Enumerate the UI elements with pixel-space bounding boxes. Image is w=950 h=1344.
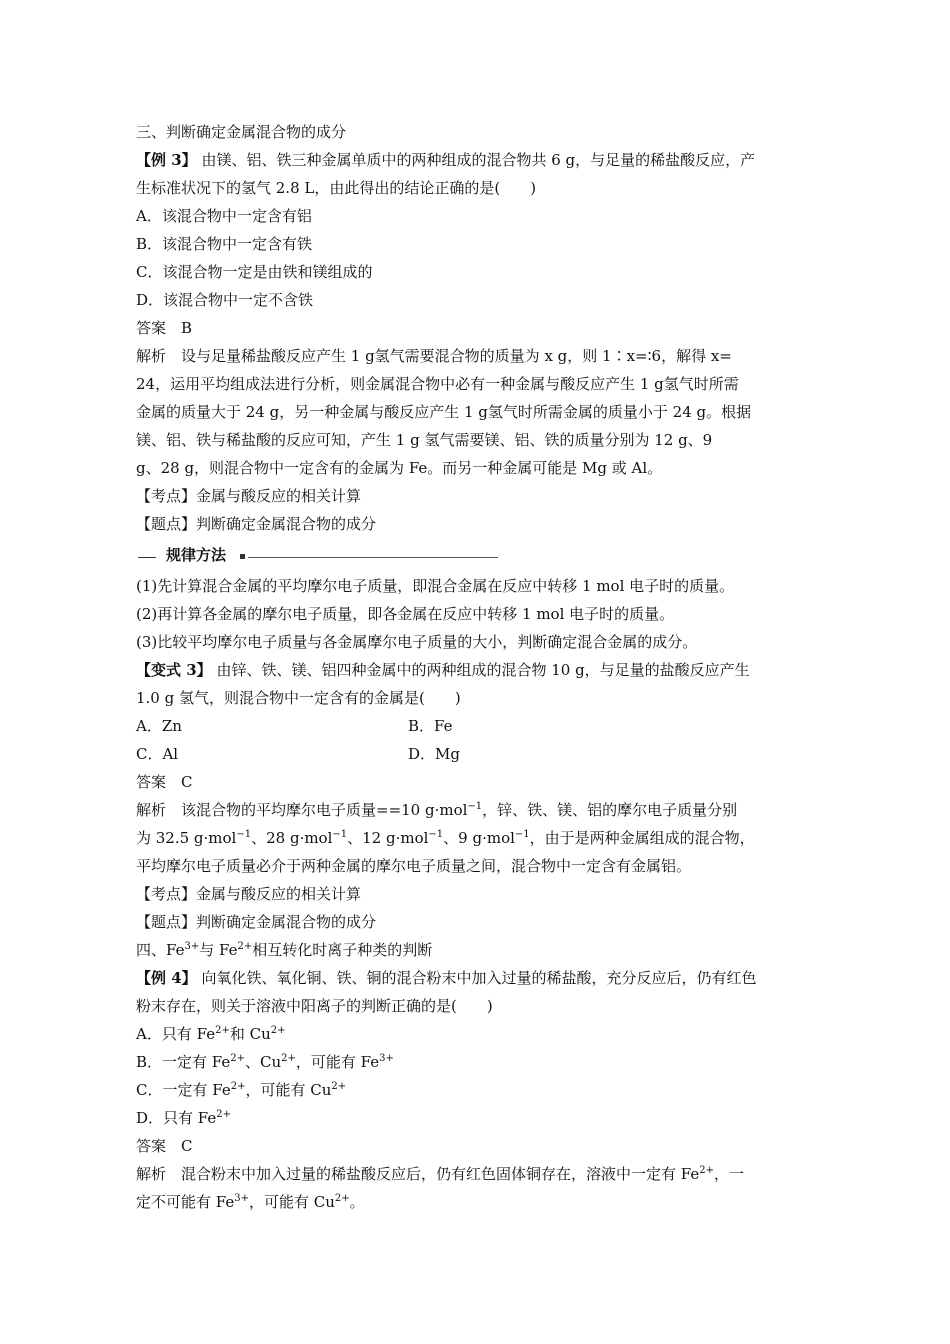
variant-3-label: 【变式 3】 xyxy=(136,661,212,679)
method-header-lead-line xyxy=(138,557,156,558)
analysis-text: 。 xyxy=(349,1193,365,1211)
analysis-text: ，锌、铁、镁、铝的摩尔电子质量分别 xyxy=(482,801,738,819)
variant-3-kaodian: 【考点】金属与酸反应的相关计算 xyxy=(136,885,362,903)
example-4-stem-line-2: 粉末存在，则关于溶液中阳离子的判断正确的是( ) xyxy=(136,997,493,1015)
method-item-3: (3)比较平均摩尔电子质量与各金属摩尔电子质量的大小，判断确定混合金属的成分。 xyxy=(136,633,698,651)
example-3-label: 【例 3】 xyxy=(136,151,197,169)
example-4-option-a xyxy=(136,1020,826,1048)
document-page xyxy=(136,118,826,1216)
variant-3-stem-line-2: 1.0 g 氢气，则混合物中一定含有的金属是( ) xyxy=(136,689,461,707)
method-square-marker xyxy=(240,554,245,559)
example-4-option-c xyxy=(136,1076,826,1104)
superscript: 2+ xyxy=(331,1081,347,1092)
superscript: 2+ xyxy=(334,1193,350,1204)
heading-text: 四、Fe xyxy=(136,941,185,959)
superscript: 3+ xyxy=(184,941,200,952)
example-3-analysis-line-3: 金属的质量大于 24 g，另一种金属与酸反应产生 1 g氢气时所需金属的质量小于 24 g。根据 xyxy=(136,403,752,421)
example-3-option-d: D．该混合物中一定不含铁 xyxy=(136,291,314,309)
method-box-header xyxy=(136,542,826,572)
example-4-label: 【例 4】 xyxy=(136,969,197,987)
option-text: 和 Cu xyxy=(229,1025,271,1043)
analysis-text: 、9 g·mol xyxy=(443,829,515,847)
variant-3-option-d: D．Mg xyxy=(408,745,460,763)
superscript: 2+ xyxy=(237,941,253,952)
variant-3-answer: 答案 C xyxy=(136,773,193,791)
option-text: A．只有 Fe xyxy=(136,1025,216,1043)
example-3-analysis-line-4: 镁、铝、铁与稀盐酸的反应可知，产生 1 g 氢气需要镁、铝、铁的质量分别为 12 g、9 xyxy=(136,431,713,449)
variant-3-option-c: C．Al xyxy=(136,745,179,763)
example-3-analysis-line-5: g、28 g，则混合物中一定含有的金属为 Fe。而另一种金属可能是 Mg 或 Al。 xyxy=(136,459,663,477)
method-header-rule xyxy=(248,557,498,558)
example-3-option-c: C．该混合物一定是由铁和镁组成的 xyxy=(136,263,373,281)
option-text: B．一定有 Fe xyxy=(136,1053,231,1071)
example-4-text-1: 向氧化铁、氧化铜、铁、铜的混合粉末中加入过量的稀盐酸，充分反应后，仍有红色 xyxy=(196,969,757,987)
analysis-text: ，由于是两种金属组成的混合物， xyxy=(529,829,755,847)
example-3-stem-line-2: 生标准状况下的氢气 2.8 L，由此得出的结论正确的是( ) xyxy=(136,179,537,197)
example-4-option-d xyxy=(136,1104,826,1132)
example-3-stem-line-1 xyxy=(136,146,826,174)
variant-3-options-row-1 xyxy=(136,712,826,740)
example-3-tidian: 【题点】判断确定金属混合物的成分 xyxy=(136,515,377,533)
variant-3-analysis-line-3: 平均摩尔电子质量必介于两种金属的摩尔电子质量之间，混合物中一定含有金属铝。 xyxy=(136,857,692,875)
analysis-text: 、12 g·mol xyxy=(347,829,429,847)
variant-3-option-b: B．Fe xyxy=(408,717,453,735)
example-4-answer: 答案 C xyxy=(136,1137,193,1155)
analysis-text: ，一 xyxy=(714,1165,745,1183)
example-3-option-a: A．该混合物中一定含有铝 xyxy=(136,207,312,225)
superscript: 2+ xyxy=(270,1025,286,1036)
option-text: ，可能有 Cu xyxy=(245,1081,332,1099)
variant-3-analysis-line-2 xyxy=(136,824,826,852)
variant-3-stem-line-1 xyxy=(136,656,826,684)
superscript: −1 xyxy=(514,829,530,840)
example-3-option-b: B．该混合物中一定含有铁 xyxy=(136,235,313,253)
option-text: C．一定有 Fe xyxy=(136,1081,231,1099)
variant-3-options-row-2 xyxy=(136,740,826,768)
analysis-text: 解析 该混合物的平均摩尔电子质量==10 g·mol xyxy=(136,801,468,819)
superscript: 2+ xyxy=(230,1081,246,1092)
superscript: 2+ xyxy=(216,1109,232,1120)
option-text: D．只有 Fe xyxy=(136,1109,217,1127)
section-4-heading xyxy=(136,936,826,964)
variant-3-text-1: 由锌、铁、镁、铝四种金属中的两种组成的混合物 10 g，与足量的盐酸反应产生 xyxy=(211,661,750,679)
example-3-analysis-line-2: 24，运用平均组成法进行分析，则金属混合物中必有一种金属与酸反应产生 1 g氢气时所需 xyxy=(136,375,739,393)
heading-text: 与 Fe xyxy=(199,941,238,959)
superscript: 3+ xyxy=(379,1053,394,1064)
example-4-analysis-line-1 xyxy=(136,1160,826,1188)
example-3-analysis-line-1: 解析 设与足量稀盐酸反应产生 1 g氢气需要混合物的质量为 x g，则 1∶x=∶6，解得 x= xyxy=(136,347,732,365)
heading-text: 相互转化时离子种类的判断 xyxy=(252,941,433,959)
analysis-text: ，可能有 Cu xyxy=(248,1193,335,1211)
superscript: −1 xyxy=(236,829,252,840)
example-4-option-b xyxy=(136,1048,826,1076)
superscript: 2+ xyxy=(230,1053,246,1064)
variant-3-analysis-line-1 xyxy=(136,796,826,824)
superscript: −1 xyxy=(467,801,483,812)
analysis-text: 定不可能有 Fe xyxy=(136,1193,235,1211)
analysis-text: 为 32.5 g·mol xyxy=(136,829,237,847)
option-text: ，可能有 Fe xyxy=(295,1053,380,1071)
option-text: 、Cu xyxy=(245,1053,282,1071)
variant-3-option-a: A．Zn xyxy=(136,717,182,735)
analysis-text: 、28 g·mol xyxy=(251,829,333,847)
method-item-2: (2)再计算各金属的摩尔电子质量，即各金属在反应中转移 1 mol 电子时的质量。 xyxy=(136,605,675,623)
superscript: 2+ xyxy=(281,1053,296,1064)
method-item-1: (1)先计算混合金属的平均摩尔电子质量，即混合金属在反应中转移 1 mol 电子时的质量。 xyxy=(136,577,735,595)
method-title: 规律方法 xyxy=(166,546,227,564)
superscript: 2+ xyxy=(215,1025,230,1036)
superscript: −1 xyxy=(332,829,348,840)
section-3-heading: 三、判断确定金属混合物的成分 xyxy=(136,123,347,141)
superscript: 3+ xyxy=(234,1193,249,1204)
analysis-text: 解析 混合粉末中加入过量的稀盐酸反应后，仍有红色固体铜存在，溶液中一定有 Fe xyxy=(136,1165,700,1183)
example-3-text-1: 由镁、铝、铁三种金属单质中的两种组成的混合物共 6 g，与足量的稀盐酸反应，产 xyxy=(196,151,756,169)
example-3-kaodian: 【考点】金属与酸反应的相关计算 xyxy=(136,487,362,505)
superscript: 2+ xyxy=(699,1165,714,1176)
example-4-analysis-line-2 xyxy=(136,1188,826,1216)
variant-3-tidian: 【题点】判断确定金属混合物的成分 xyxy=(136,913,377,931)
example-4-stem-line-1 xyxy=(136,964,826,992)
example-3-answer: 答案 B xyxy=(136,319,193,337)
superscript: −1 xyxy=(428,829,444,840)
